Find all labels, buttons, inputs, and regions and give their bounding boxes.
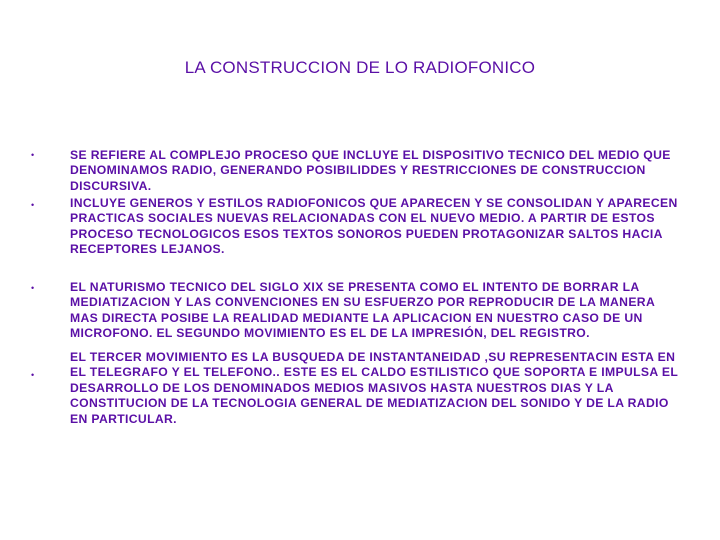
bullet-text-1: SE REFIERE AL COMPLEJO PROCESO QUE INCLUYE EL DISPOSITIVO TECNICO DEL MEDIO QUE DENOMINAMOS RADIO, GENERANDO POSIBILIDDES Y RESTRICCIONES DE CONSTRUCCION DISCURSIVA. bbox=[70, 148, 671, 193]
bullet-text-3: EL NATURISMO TECNICO DEL SIGLO XIX SE PRESENTA COMO EL INTENTO DE BORRAR LA MEDIATIZACION Y LAS CONVENCIONES EN SU ESFUERZO POR REPRODUCIR DE LA MANERA MAS DIRECTA POSIBE LA REALIDAD MEDIANTE LA APLICACION EN NUESTRO CASO DE UN MICROFONO. EL SEGUNDO MOVIMIENTO ES EL DE LA IMPRESIÓN, DEL REGISTRO. bbox=[70, 280, 655, 341]
bullet-text-2: INCLUYE GENEROS Y ESTILOS RADIOFONICOS QUE APARECEN Y SE CONSOLIDAN Y APARECEN PRACTICAS SOCIALES NUEVAS RELACIONADAS CON EL NUEVO MEDIO. A PARTIR DE ESTOS PROCESO TECNOLOGICOS ESOS TEXTOS SONOROS PUEDEN PROTAGONIZAR SALTOS HACIA RECEPTORES LEJANOS. bbox=[70, 196, 678, 257]
bullet-text-4: EL TERCER MOVIMIENTO ES LA BUSQUEDA DE INSTANTANEIDAD ,SU REPRESENTACIN ESTA EN EL TELEGRAFO Y EL TELEFONO.. ESTE ES EL CALDO ESTILISTICO QUE SOPORTA E IMPULSA EL DESARROLLO DE LOS DENOMINADOS MEDIOS MASIVOS HASTA NUESTROS DIAS Y LA CONSTITUCION DE LA TECNOLOGIA GENERAL DE MEDIATIZACION DEL SONIDO Y DE LA RADIO EN PARTICULAR. bbox=[70, 350, 678, 426]
bullet-dot-icon: • bbox=[31, 150, 35, 160]
bullet-dot-icon: • bbox=[31, 283, 35, 293]
slide-title: LA CONSTRUCCION DE LO RADIOFONICO bbox=[184, 58, 536, 77]
bullet-dot-icon: • bbox=[31, 370, 35, 380]
bullet-dot-icon: • bbox=[31, 200, 35, 210]
